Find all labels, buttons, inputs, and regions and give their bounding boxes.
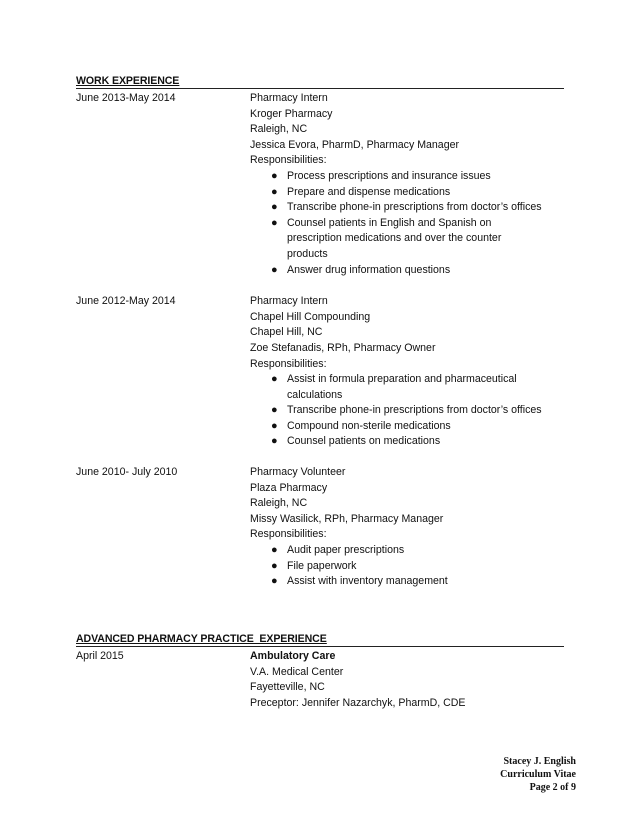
list-item: ● Counsel patients on medications — [250, 434, 542, 450]
entry-organization: Kroger Pharmacy — [250, 107, 333, 120]
bullet-icon: ● — [271, 559, 278, 572]
entry-title: Pharmacy Volunteer — [250, 466, 346, 479]
bullet-icon: ● — [271, 373, 278, 386]
work-experience-section — [76, 75, 564, 590]
work-entry-kroger — [76, 91, 564, 278]
entry-supervisor: Zoe Stefanadis, RPh, Pharmacy Owner — [250, 341, 436, 354]
entry-organization: Chapel Hill Compounding — [250, 310, 371, 323]
list-item: ● Assist in formula preparation and pharmaceutical calculations — [271, 373, 517, 401]
responsibilities-label: Responsibilities: — [250, 154, 327, 167]
responsibilities-list — [250, 543, 564, 590]
entry-body — [250, 294, 564, 450]
entry-body — [250, 91, 564, 278]
list-item: ● Prepare and dispense medications — [250, 185, 542, 201]
bullet-icon: ● — [271, 201, 278, 214]
responsibilities-list — [250, 372, 564, 450]
section-heading: WORK EXPERIENCE — [76, 75, 564, 89]
entry-organization: Plaza Pharmacy — [250, 481, 328, 494]
appe-section — [76, 633, 564, 711]
footer-page-number: Page 2 of 9 — [529, 782, 576, 793]
section-heading: ADVANCED PHARMACY PRACTICE EXPERIENCE — [76, 633, 564, 647]
list-item: ● Assist with inventory management — [250, 574, 542, 590]
entry-date: June 2013-May 2014 — [76, 92, 176, 104]
entry-supervisor: Missy Wasilick, RPh, Pharmacy Manager — [250, 512, 444, 525]
entry-preceptor: Preceptor: Jennifer Nazarchyk, PharmD, CDE — [250, 696, 466, 709]
entry-body — [250, 465, 564, 590]
bullet-icon: ● — [271, 185, 278, 198]
responsibilities-label: Responsibilities: — [250, 357, 327, 370]
entry-body — [250, 649, 564, 711]
entry-date: June 2010- July 2010 — [76, 466, 178, 479]
bullet-icon: ● — [271, 575, 278, 588]
list-item: ● Counsel patients in English and Spanish on prescription medications and over the counter products — [271, 216, 502, 260]
entry-location: Raleigh, NC — [250, 497, 308, 510]
entry-title: Pharmacy Intern — [250, 295, 328, 308]
bullet-icon: ● — [271, 216, 278, 229]
bullet-icon: ● — [271, 404, 278, 417]
bullet-icon: ● — [271, 419, 278, 432]
list-item: ● Transcribe phone-in prescriptions from doctor’s offices — [250, 403, 542, 419]
list-item: ● Audit paper prescriptions — [250, 543, 542, 559]
work-entry-plaza — [76, 465, 564, 590]
entry-supervisor: Jessica Evora, PharmD, Pharmacy Manager — [250, 138, 460, 151]
bullet-icon: ● — [271, 263, 278, 276]
entry-title: Pharmacy Intern — [250, 92, 328, 104]
appe-entry-ambulatory — [76, 649, 564, 711]
list-item: ● Answer drug information questions — [250, 263, 542, 279]
responsibilities-list — [250, 169, 564, 278]
bullet-icon: ● — [271, 435, 278, 448]
entry-location: Fayetteville, NC — [250, 681, 325, 694]
entry-date: June 2012-May 2014 — [76, 295, 176, 308]
entry-date: April 2015 — [76, 650, 124, 662]
list-item: ● Compound non-sterile medications — [250, 419, 542, 435]
rotation-title: Ambulatory Care — [250, 650, 336, 662]
work-entry-chapel-hill — [76, 294, 564, 450]
list-item: ● Process prescriptions and insurance issues — [250, 169, 542, 185]
footer-document: Curriculum Vitae — [500, 769, 576, 780]
entry-organization: V.A. Medical Center — [250, 665, 344, 678]
page-footer — [500, 755, 576, 794]
entry-location: Chapel Hill, NC — [250, 326, 323, 339]
footer-name: Stacey J. English — [503, 756, 576, 767]
bullet-icon: ● — [271, 169, 278, 182]
list-item: ● Transcribe phone-in prescriptions from doctor’s offices — [250, 200, 542, 216]
list-item: ● File paperwork — [250, 559, 542, 575]
responsibilities-label: Responsibilities: — [250, 528, 327, 541]
bullet-icon: ● — [271, 544, 278, 557]
entry-location: Raleigh, NC — [250, 123, 308, 136]
